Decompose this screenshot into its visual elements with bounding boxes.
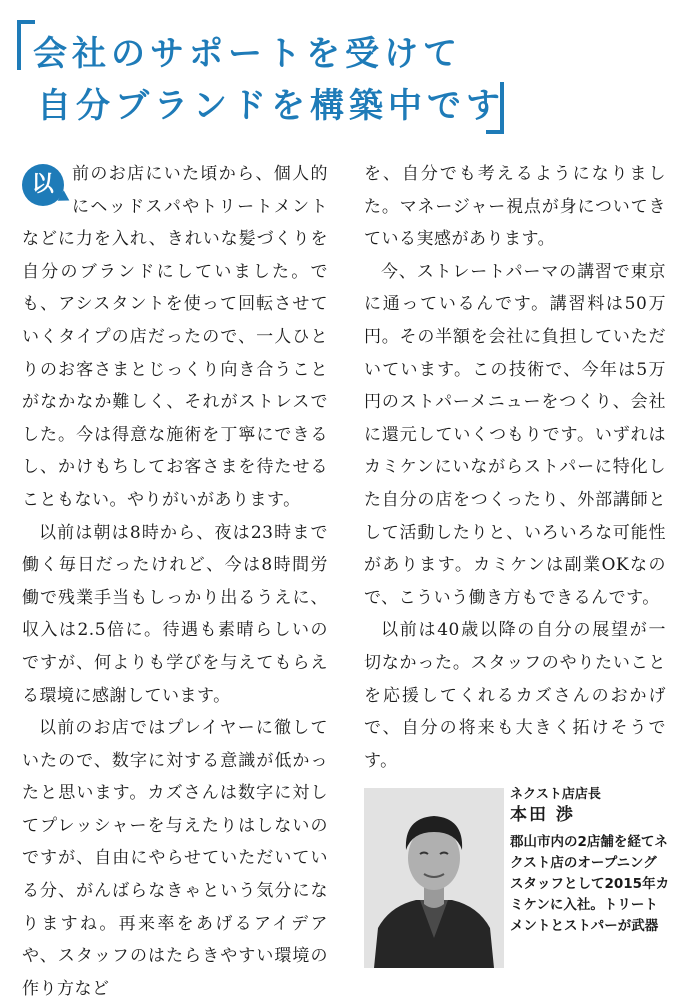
paragraph-2: 以前は朝は8時から、夜は23時まで働く毎日だったけれど、今は8時間労働で残業手当もしっかり出るうえに、収入は2.5倍に。待遇も素晴らしいのですが、何よりも学びを与えてもらえる環境に感謝しています。 [22, 522, 328, 706]
paragraph-3: 以前のお店ではプレイヤーに徹していたので、数字に対する意識が低かったと思います。カズさんは数字に対してプレッシャーを与えたりはしないのですが、自由にやらせていただいている分、がんばらなきゃという気分になりますね。再来率をあげるアイデアや、スタッフのはたらきやすい環境の作り方など [22, 718, 328, 999]
article-title-line-1: 会社のサポートを受けて [33, 34, 462, 74]
staff-bio: 郡山市内の2店舗を経てネクスト店のオープニングスタッフとして2015年カミケンに入社。トリートメントとストパーが武器 [510, 834, 670, 934]
paragraph-4: 今、ストレートパーマの講習で東京に通っているんです。講習料は50万円。その半額を会社に負担していただいています。この技術で、今年は5万円のストパーメニューをつくり、会社に還元していくつもりです。いずれはカミケンにいながらストパーに特化した自分の店をつくったり、外部講師として活動したりと、いろいろな可能性があります。カミケンは副業OKなので、こういう働き方もできるんです。 [364, 261, 666, 608]
title-close-bracket [486, 82, 504, 134]
article-column-right [364, 158, 666, 777]
dropcap-badge: 以 [22, 164, 64, 206]
paragraph-3-continued: を、自分でも考えるようになりました。マネージャー視点が身についてきている実感があります。 [364, 164, 666, 250]
article-column-left [22, 158, 328, 1005]
staff-profile [510, 784, 670, 937]
paragraph-1 [22, 158, 328, 517]
staff-name: 本田 渉 [510, 805, 575, 825]
staff-role: ネクスト店店長 [510, 787, 601, 802]
staff-portrait-photo [364, 788, 504, 968]
paragraph-1-text: 前のお店にいた頃から、個人的にヘッドスパやトリートメントなどに力を入れ、きれいな髪づくりを自分のブランドにしていました。でも、アシスタントを使って回転させていくタイプの店だったので、一人ひとりのお客さまとじっくり向き合うことがなかなか難しく、それがストレスでした。今は得意な施術を丁寧にできるし、かけもちしてお客さまを待たせることもない。やりがいがあります。 [22, 164, 328, 510]
article-title-line-2: 自分ブランドを構築中です [37, 86, 505, 126]
paragraph-5: 以前は40歳以降の自分の展望が一切なかった。スタッフのやりたいことを応援してくれるカズさんのおかげで、自分の将来も大きく拓けそうです。 [364, 620, 666, 771]
